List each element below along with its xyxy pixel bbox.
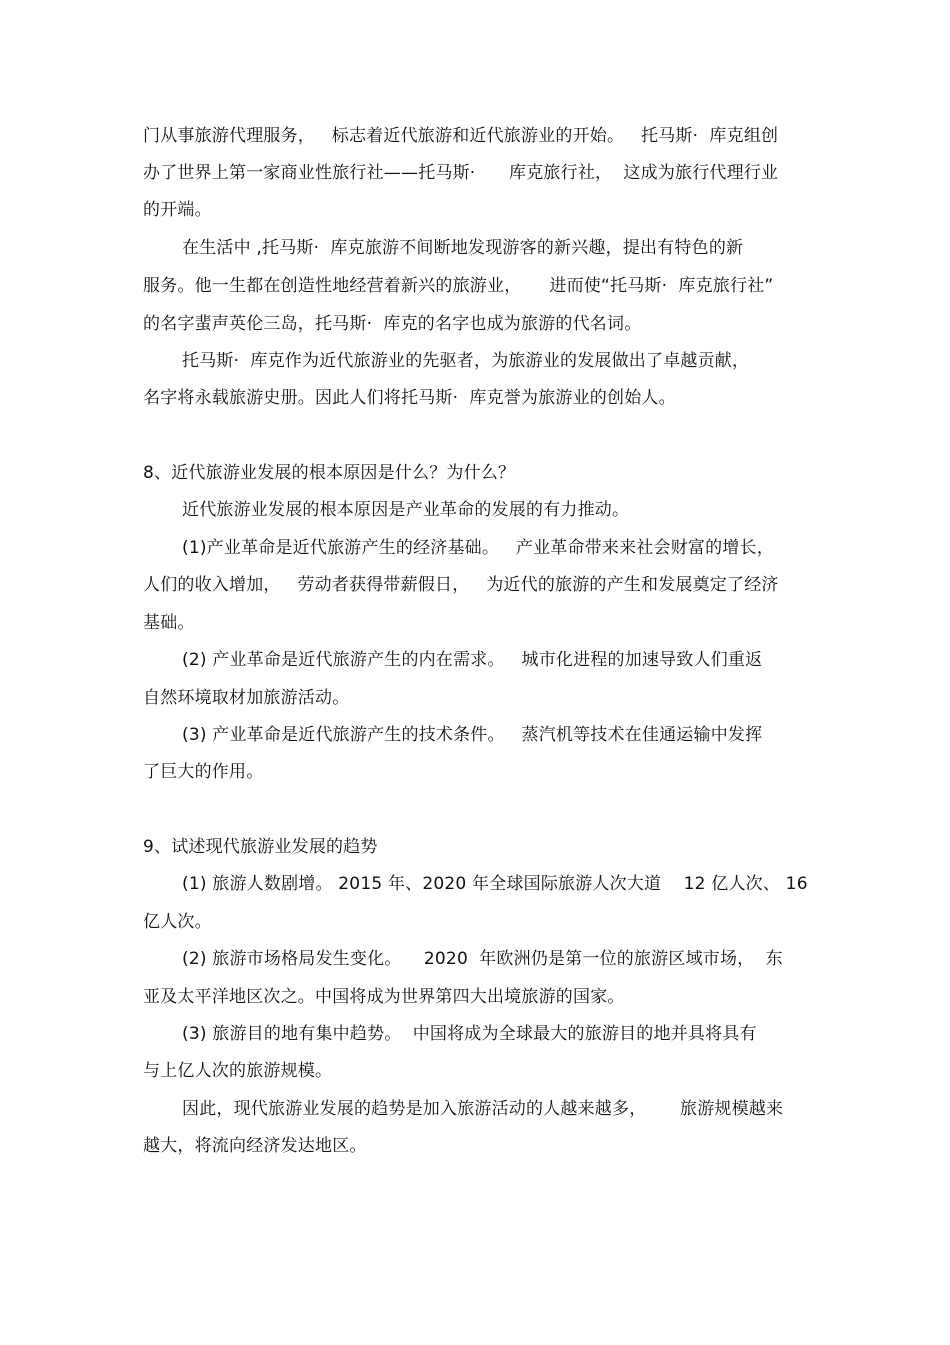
paragraph-line: (2) 旅游市场格局发生变化。 2020 年欧洲仍是第一位的旅游区域市场， 东 bbox=[182, 949, 783, 969]
paragraph-line: 自然环境取材加旅游活动。 bbox=[143, 688, 350, 708]
paragraph-line: 基础。 bbox=[143, 613, 195, 633]
paragraph-line: 近代旅游业发展的根本原因是产业革命的发展的有力推动。 bbox=[182, 500, 630, 520]
paragraph-line: 与上亿人次的旅游规模。 bbox=[143, 1061, 333, 1081]
paragraph-line: (3) 旅游目的地有集中趋势。 中国将成为全球最大的旅游目的地并具将具有 bbox=[182, 1024, 757, 1044]
paragraph-line: 名字将永载旅游史册。因此人们将托马斯· 库克誉为旅游业的创始人。 bbox=[143, 388, 676, 408]
paragraph-line: 服务。他一生都在创造性地经营着新兴的旅游业， 进而使“托马斯· 库克旅行社” bbox=[143, 276, 774, 296]
paragraph-line: (3) 产业革命是近代旅游产生的技术条件。 蒸汽机等技术在佳通运输中发挥 bbox=[182, 725, 763, 745]
paragraph-line: 亿人次。 bbox=[143, 912, 212, 932]
paragraph-line: 办了世界上第一家商业性旅行社——托马斯· 库克旅行社， 这成为旅行代理行业 bbox=[143, 163, 779, 183]
paragraph-line: 门从事旅游代理服务， 标志着近代旅游和近代旅游业的开始。 托马斯· 库克组创 bbox=[143, 126, 779, 146]
paragraph-line: 托马斯· 库克作为近代旅游业的先驱者，为旅游业的发展做出了卓越贡献， bbox=[182, 351, 750, 371]
paragraph-line: (1) 旅游人数剧增。 2015 年、2020 年全球国际旅游人次大道 12 亿人次、 16 bbox=[182, 874, 808, 894]
paragraph-line: 越大，将流向经济发达地区。 bbox=[143, 1136, 367, 1156]
paragraph-line: 的名字蜚声英伦三岛，托马斯· 库克的名字也成为旅游的代名词。 bbox=[143, 314, 642, 334]
question-heading: 9、试述现代旅游业发展的趋势 bbox=[143, 837, 378, 857]
paragraph-line: (1)产业革命是近代旅游产生的经济基础。 产业革命带来来社会财富的增长， bbox=[182, 538, 774, 558]
paragraph-line: 了巨大的作用。 bbox=[143, 762, 264, 782]
paragraph-line: (2) 产业革命是近代旅游产生的内在需求。 城市化进程的加速导致人们重返 bbox=[182, 650, 763, 670]
question-heading: 8、近代旅游业发展的根本原因是什么？为什么？ bbox=[143, 463, 516, 483]
paragraph-line: 亚及太平洋地区次之。中国将成为世界第四大出境旅游的国家。 bbox=[143, 987, 625, 1007]
paragraph-line: 因此，现代旅游业发展的趋势是加入旅游活动的人越来越多， 旅游规模越来 bbox=[182, 1099, 784, 1119]
paragraph-line: 的开端。 bbox=[143, 200, 212, 220]
paragraph-line: 在生活中 ,托马斯· 库克旅游不间断地发现游客的新兴趣，提出有特色的新 bbox=[182, 238, 744, 258]
paragraph-line: 人们的收入增加， 劳动者获得带薪假日， 为近代的旅游的产生和发展奠定了经济 bbox=[143, 575, 779, 595]
